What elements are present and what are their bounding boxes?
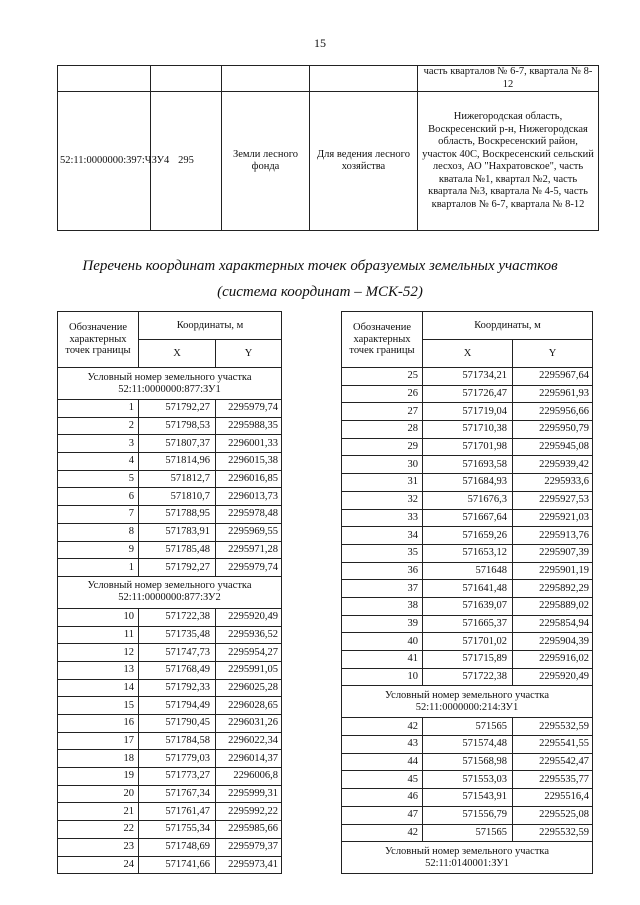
table-row (342, 421, 593, 439)
y-column-header: Y (513, 340, 593, 368)
point-number-cell: 21 (58, 803, 139, 821)
y-coordinate-cell: 2295988,35 (216, 417, 282, 435)
x-coordinate-cell: 571755,34 (139, 821, 216, 839)
plot-category-cell (222, 66, 310, 92)
point-number-cell: 30 (342, 456, 423, 474)
coords-column-header: Координаты, м (139, 312, 282, 340)
point-number-cell: 28 (342, 421, 423, 439)
x-coordinate-cell: 571568,98 (423, 753, 513, 771)
table-row (342, 527, 593, 545)
y-coordinate-cell: 2295892,29 (513, 580, 593, 598)
y-coordinate-cell: 2295516,4 (513, 789, 593, 807)
section-title: Перечень координат характерных точек образуемых земельных участков (82, 258, 558, 274)
x-coordinate-cell: 571788,95 (139, 506, 216, 524)
table-row (342, 403, 593, 421)
x-coordinate-cell: 571747,73 (139, 644, 216, 662)
plot-id-cell (58, 66, 151, 92)
x-column-header: X (423, 340, 513, 368)
x-coordinate-cell: 571565 (423, 718, 513, 736)
x-coordinate-cell: 571553,03 (423, 771, 513, 789)
plot-purpose-cell: Для ведения лесного хозяйства (310, 92, 418, 231)
point-number-cell: 23 (58, 838, 139, 856)
point-number-cell: 10 (58, 608, 139, 626)
x-coordinate-cell: 571814,96 (139, 453, 216, 471)
x-coordinate-cell: 571768,49 (139, 661, 216, 679)
y-coordinate-cell: 2295967,64 (513, 368, 593, 386)
group-header-row (342, 686, 593, 718)
point-number-cell: 12 (58, 644, 139, 662)
x-coordinate-cell: 571798,53 (139, 417, 216, 435)
table-row (58, 732, 282, 750)
y-coordinate-cell: 2295999,31 (216, 785, 282, 803)
coords-column-header: Координаты, м (423, 312, 593, 340)
table-row (58, 92, 599, 231)
y-coordinate-cell: 2295978,48 (216, 506, 282, 524)
section-subtitle: (система координат – МСК-52) (217, 284, 423, 300)
x-coordinate-cell: 571784,58 (139, 732, 216, 750)
group-header-row (58, 576, 282, 608)
point-number-cell: 9 (58, 541, 139, 559)
page-number: 15 (314, 36, 326, 50)
point-number-cell: 18 (58, 750, 139, 768)
table-row (58, 523, 282, 541)
table-row (58, 679, 282, 697)
y-coordinate-cell: 2295541,55 (513, 736, 593, 754)
y-coordinate-cell: 2295954,27 (216, 644, 282, 662)
point-number-cell: 16 (58, 715, 139, 733)
y-coordinate-cell: 2295904,39 (513, 633, 593, 651)
y-coordinate-cell: 2295973,41 (216, 856, 282, 874)
point-number-cell: 2 (58, 417, 139, 435)
plot-id-cell: 52:11:0000000:397:ЧЗУ4 (58, 92, 151, 231)
table-row (58, 644, 282, 662)
x-coordinate-cell: 571701,02 (423, 633, 513, 651)
point-number-cell: 43 (342, 736, 423, 754)
table-row (342, 771, 593, 789)
y-coordinate-cell: 2296028,65 (216, 697, 282, 715)
plot-group-label: Условный номер земельного участка 52:11:0000000:877:ЗУ2 (58, 576, 282, 608)
x-coordinate-cell: 571794,49 (139, 697, 216, 715)
point-column-header: Обозначение характерных точек границы (58, 312, 139, 368)
table-row (58, 488, 282, 506)
plot-address-cell: Нижегородская область, Воскресенский р-н, Нижегородская область, Воскресенский район, участок 40С, Воскресенский сельский лесхоз, АО "Нахратовское", часть кватала №1, квартал №2, часть квартала №3, квартала № 4-5, часть кварталов № 6-7, квартала № 8-12 (418, 92, 599, 231)
point-number-cell: 19 (58, 768, 139, 786)
table-row (58, 750, 282, 768)
x-coordinate-cell: 571665,37 (423, 615, 513, 633)
point-number-cell: 1 (58, 559, 139, 577)
point-number-cell: 35 (342, 544, 423, 562)
x-coordinate-cell: 571693,58 (423, 456, 513, 474)
point-number-cell: 27 (342, 403, 423, 421)
point-number-cell: 6 (58, 488, 139, 506)
table-row (342, 562, 593, 580)
table-row (58, 417, 282, 435)
table-row (58, 66, 599, 92)
y-coordinate-cell: 2295901,19 (513, 562, 593, 580)
table-row (58, 768, 282, 786)
y-coordinate-cell: 2295945,08 (513, 438, 593, 456)
point-number-cell: 42 (342, 824, 423, 842)
table-row (58, 661, 282, 679)
x-coordinate-cell: 571812,7 (139, 470, 216, 488)
table-row (342, 753, 593, 771)
x-coordinate-cell: 571722,38 (139, 608, 216, 626)
y-coordinate-cell: 2296025,28 (216, 679, 282, 697)
table-row (342, 509, 593, 527)
plot-area-cell (151, 66, 222, 92)
table-row (342, 824, 593, 842)
point-number-cell: 22 (58, 821, 139, 839)
x-coordinate-cell: 571785,48 (139, 541, 216, 559)
point-number-cell: 38 (342, 597, 423, 615)
point-number-cell: 24 (58, 856, 139, 874)
table-row (58, 838, 282, 856)
x-coordinate-cell: 571735,48 (139, 626, 216, 644)
table-row (342, 438, 593, 456)
y-coordinate-cell: 2295950,79 (513, 421, 593, 439)
x-coordinate-cell: 571761,47 (139, 803, 216, 821)
point-number-cell: 44 (342, 753, 423, 771)
table-row (342, 806, 593, 824)
coordinates-table-right (341, 311, 593, 874)
y-coordinate-cell: 2295920,49 (216, 608, 282, 626)
point-number-cell: 26 (342, 385, 423, 403)
x-coordinate-cell: 571556,79 (423, 806, 513, 824)
y-coordinate-cell: 2295991,05 (216, 661, 282, 679)
x-coordinate-cell: 571684,93 (423, 474, 513, 492)
x-coordinate-cell: 571667,64 (423, 509, 513, 527)
point-number-cell: 42 (342, 718, 423, 736)
point-number-cell: 25 (342, 368, 423, 386)
y-coordinate-cell: 2295532,59 (513, 718, 593, 736)
y-coordinate-cell: 2295913,76 (513, 527, 593, 545)
point-number-cell: 20 (58, 785, 139, 803)
point-number-cell: 34 (342, 527, 423, 545)
y-coordinate-cell: 2295936,52 (216, 626, 282, 644)
y-coordinate-cell: 2296013,73 (216, 488, 282, 506)
x-coordinate-cell: 571810,7 (139, 488, 216, 506)
point-number-cell: 8 (58, 523, 139, 541)
table-row (342, 385, 593, 403)
point-number-cell: 37 (342, 580, 423, 598)
table-row (58, 435, 282, 453)
point-number-cell: 33 (342, 509, 423, 527)
point-number-cell: 47 (342, 806, 423, 824)
x-coordinate-cell: 571565 (423, 824, 513, 842)
y-coordinate-cell: 2295992,22 (216, 803, 282, 821)
point-column-header: Обозначение характерных точек границы (342, 312, 423, 368)
point-number-cell: 10 (342, 668, 423, 686)
x-coordinate-cell: 571792,33 (139, 679, 216, 697)
y-coordinate-cell: 2295985,66 (216, 821, 282, 839)
y-coordinate-cell: 2295956,66 (513, 403, 593, 421)
table-row (58, 559, 282, 577)
y-coordinate-cell: 2295920,49 (513, 668, 593, 686)
y-coordinate-cell: 2295889,02 (513, 597, 593, 615)
y-coordinate-cell: 2295979,74 (216, 559, 282, 577)
table-row (342, 718, 593, 736)
x-coordinate-cell: 571773,27 (139, 768, 216, 786)
table-row (342, 633, 593, 651)
plot-group-label: Условный номер земельного участка 52:11:0140001:ЗУ1 (342, 842, 593, 874)
x-coordinate-cell: 571748,69 (139, 838, 216, 856)
x-coordinate-cell: 571741,66 (139, 856, 216, 874)
x-coordinate-cell: 571779,03 (139, 750, 216, 768)
plot-area-cell: 295 (151, 92, 222, 231)
x-coordinate-cell: 571574,48 (423, 736, 513, 754)
point-number-cell: 13 (58, 661, 139, 679)
y-coordinate-cell: 2295535,77 (513, 771, 593, 789)
x-coordinate-cell: 571792,27 (139, 559, 216, 577)
table-row (342, 651, 593, 669)
x-coordinate-cell: 571648 (423, 562, 513, 580)
table-row (58, 821, 282, 839)
x-coordinate-cell: 571767,34 (139, 785, 216, 803)
table-row (342, 668, 593, 686)
x-coordinate-cell: 571790,45 (139, 715, 216, 733)
table-row (342, 456, 593, 474)
x-coordinate-cell: 571543,91 (423, 789, 513, 807)
table-row (342, 789, 593, 807)
point-number-cell: 31 (342, 474, 423, 492)
x-coordinate-cell: 571659,26 (423, 527, 513, 545)
point-number-cell: 39 (342, 615, 423, 633)
point-number-cell: 5 (58, 470, 139, 488)
table-row (342, 736, 593, 754)
table-row (342, 597, 593, 615)
x-column-header: X (139, 340, 216, 368)
table-row (342, 615, 593, 633)
x-coordinate-cell: 571641,48 (423, 580, 513, 598)
point-number-cell: 32 (342, 491, 423, 509)
y-coordinate-cell: 2295971,28 (216, 541, 282, 559)
y-coordinate-cell: 2295907,39 (513, 544, 593, 562)
table-row (58, 785, 282, 803)
y-coordinate-cell: 2295916,02 (513, 651, 593, 669)
x-coordinate-cell: 571653,12 (423, 544, 513, 562)
x-coordinate-cell: 571639,07 (423, 597, 513, 615)
point-number-cell: 4 (58, 453, 139, 471)
x-coordinate-cell: 571726,47 (423, 385, 513, 403)
x-coordinate-cell: 571807,37 (139, 435, 216, 453)
point-number-cell: 3 (58, 435, 139, 453)
point-number-cell: 29 (342, 438, 423, 456)
point-number-cell: 41 (342, 651, 423, 669)
point-number-cell: 7 (58, 506, 139, 524)
y-coordinate-cell: 2295969,55 (216, 523, 282, 541)
table-row (342, 580, 593, 598)
table-row (342, 368, 593, 386)
x-coordinate-cell: 571792,27 (139, 400, 216, 418)
table-row (58, 470, 282, 488)
point-number-cell: 14 (58, 679, 139, 697)
table-row (342, 491, 593, 509)
y-coordinate-cell: 2296015,38 (216, 453, 282, 471)
table-row (58, 803, 282, 821)
point-number-cell: 46 (342, 789, 423, 807)
table-row (58, 608, 282, 626)
table-row (58, 506, 282, 524)
y-coordinate-cell: 2296001,33 (216, 435, 282, 453)
y-coordinate-cell: 2295979,74 (216, 400, 282, 418)
y-coordinate-cell: 2296031,26 (216, 715, 282, 733)
y-coordinate-cell: 2296022,34 (216, 732, 282, 750)
plot-group-label: Условный номер земельного участка 52:11:0000000:214:ЗУ1 (342, 686, 593, 718)
x-coordinate-cell: 571783,91 (139, 523, 216, 541)
x-coordinate-cell: 571734,21 (423, 368, 513, 386)
x-coordinate-cell: 571676,3 (423, 491, 513, 509)
point-number-cell: 17 (58, 732, 139, 750)
x-coordinate-cell: 571722,38 (423, 668, 513, 686)
y-coordinate-cell: 2296006,8 (216, 768, 282, 786)
plot-group-label: Условный номер земельного участка 52:11:0000000:877:ЗУ1 (58, 368, 282, 400)
x-coordinate-cell: 571715,89 (423, 651, 513, 669)
y-coordinate-cell: 2295854,94 (513, 615, 593, 633)
coordinates-table-left (57, 311, 282, 874)
point-number-cell: 36 (342, 562, 423, 580)
y-coordinate-cell: 2296014,37 (216, 750, 282, 768)
table-row (58, 400, 282, 418)
y-coordinate-cell: 2295542,47 (513, 753, 593, 771)
y-column-header: Y (216, 340, 282, 368)
y-coordinate-cell: 2295979,37 (216, 838, 282, 856)
plot-purpose-cell (310, 66, 418, 92)
y-coordinate-cell: 2295921,03 (513, 509, 593, 527)
table-row (58, 541, 282, 559)
y-coordinate-cell: 2296016,85 (216, 470, 282, 488)
group-header-row (342, 842, 593, 874)
table-row (342, 544, 593, 562)
x-coordinate-cell: 571701,98 (423, 438, 513, 456)
y-coordinate-cell: 2295961,93 (513, 385, 593, 403)
x-coordinate-cell: 571710,38 (423, 421, 513, 439)
point-number-cell: 40 (342, 633, 423, 651)
table-row (342, 474, 593, 492)
y-coordinate-cell: 2295927,53 (513, 491, 593, 509)
table-row (58, 715, 282, 733)
point-number-cell: 45 (342, 771, 423, 789)
table-row (58, 856, 282, 874)
y-coordinate-cell: 2295525,08 (513, 806, 593, 824)
x-coordinate-cell: 571719,04 (423, 403, 513, 421)
group-header-row (58, 368, 282, 400)
point-number-cell: 15 (58, 697, 139, 715)
y-coordinate-cell: 2295939,42 (513, 456, 593, 474)
table-row (58, 697, 282, 715)
point-number-cell: 1 (58, 400, 139, 418)
point-number-cell: 11 (58, 626, 139, 644)
table-row (58, 626, 282, 644)
y-coordinate-cell: 2295532,59 (513, 824, 593, 842)
plot-category-cell: Земли лесного фонда (222, 92, 310, 231)
plot-address-cell: часть кварталов № 6-7, квартала № 8-12 (418, 66, 599, 92)
table-row (58, 453, 282, 471)
y-coordinate-cell: 2295933,6 (513, 474, 593, 492)
land-plot-table (57, 65, 599, 231)
